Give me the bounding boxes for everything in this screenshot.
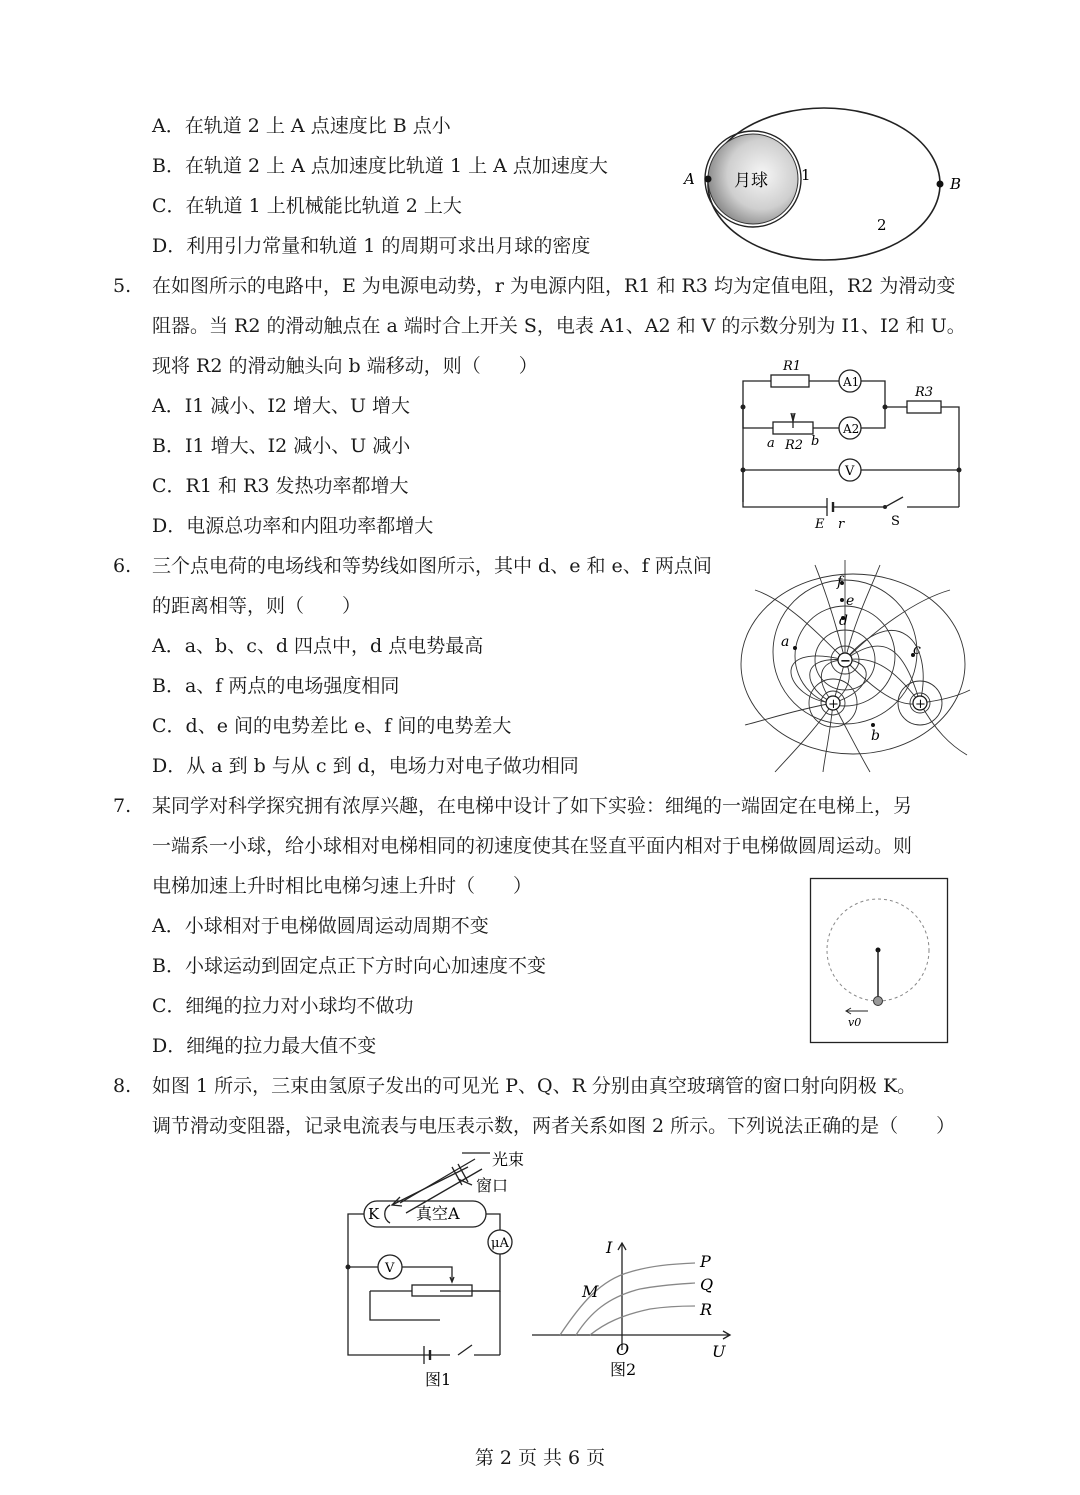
a-end-label: a xyxy=(767,436,775,451)
m-label: M xyxy=(582,1282,599,1301)
q8-stem-line-2: 调节滑动变阻器，记录电流表与电压表示数，两者关系如图 2 所示。下列说法正确的是（ ） xyxy=(152,1115,956,1137)
point-a-dot xyxy=(705,176,712,183)
point-e-label: e xyxy=(846,593,855,609)
q6-number: 6. xyxy=(113,555,132,577)
q7-option-a: A．小球相对于电梯做圆周运动周期不变 xyxy=(152,915,489,937)
q7-elevator-figure xyxy=(810,878,950,1044)
v-label: V xyxy=(385,1261,395,1276)
e-label: E xyxy=(815,517,825,532)
r3-resistor xyxy=(907,401,941,413)
p-label: P xyxy=(700,1252,711,1271)
switch-s xyxy=(885,497,903,507)
r1-label: R1 xyxy=(783,359,802,374)
q6-stem-line-1: 三个点电荷的电场线和等势线如图所示，其中 d、e 和 e、f 两点间 xyxy=(152,555,712,577)
curve-r xyxy=(590,1306,695,1335)
q-label: Q xyxy=(700,1275,714,1294)
r-label: r xyxy=(838,517,845,532)
q7-stem-line-1: 某同学对科学探究拥有浓厚兴趣，在电梯中设计了如下实验：细绳的一端固定在电梯上，另 xyxy=(152,795,913,817)
fig1-caption: 图1 xyxy=(425,1370,452,1389)
point-f-label: f xyxy=(837,574,843,590)
q8-fig1-phototube-circuit xyxy=(340,1145,540,1390)
s-label: S xyxy=(891,514,900,529)
q4-orbit-figure xyxy=(670,100,970,280)
window-label: 窗口 xyxy=(476,1176,509,1195)
q5-option-a: A．I1 减小、I2 增大、U 增大 xyxy=(152,395,411,417)
q6-stem-line-2: 的距离相等，则（ ） xyxy=(152,595,362,617)
orbit-2-label: 2 xyxy=(877,216,887,234)
q5-option-d: D．电源总功率和内阻功率都增大 xyxy=(152,515,434,537)
curve-p xyxy=(560,1263,695,1335)
q7-stem-line-2: 一端系一小球，给小球相对电梯相同的初速度使其在竖直平面内相对于电梯做圆周运动。则 xyxy=(152,835,913,857)
point-a-label: A xyxy=(684,170,695,188)
elevator-frame xyxy=(811,879,948,1043)
q6-option-b: B．a、f 两点的电场强度相同 xyxy=(152,675,400,697)
ball xyxy=(874,997,883,1006)
q6-field-lines-figure xyxy=(745,560,970,775)
r1-resistor xyxy=(771,375,809,387)
negative-sign: − xyxy=(840,654,851,669)
v0-label: v0 xyxy=(848,1016,862,1029)
q5-option-c: C．R1 和 R3 发热功率都增大 xyxy=(152,475,409,497)
q6-option-a: A．a、b、c、d 四点中，d 点电势最高 xyxy=(152,635,484,657)
point-b-label: b xyxy=(871,728,880,744)
b-end-label: b xyxy=(811,434,820,449)
q5-stem-line-1: 在如图所示的电路中，E 为电源电动势，r 为电源内阻，R1 和 R3 均为定值电阻，R2 为滑动变 xyxy=(152,275,956,297)
switch xyxy=(458,1345,472,1355)
q6-option-d: D．从 a 到 b 与从 c 到 d，电场力对电子做功相同 xyxy=(152,755,579,777)
point-d-label: d xyxy=(839,613,848,629)
q5-stem-line-3: 现将 R2 的滑动触头向 b 端移动，则（ ） xyxy=(152,355,538,377)
moon-label: 月球 xyxy=(734,171,768,191)
q7-stem-line-3: 电梯加速上升时相比电梯匀速上升时（ ） xyxy=(152,875,533,897)
r2-label: R2 xyxy=(785,438,804,453)
beam-label: 光束 xyxy=(492,1150,525,1169)
fig2-caption: 图2 xyxy=(610,1360,637,1379)
q8-stem-line-1: 如图 1 所示，三束由氢原子发出的可见光 P、Q、R 分别由真空玻璃管的窗口射向阴极 K。 xyxy=(152,1075,917,1097)
v-label: V xyxy=(845,464,855,479)
point-c-label: c xyxy=(913,642,921,658)
q4-option-d: D．利用引力常量和轨道 1 的周期可求出月球的密度 xyxy=(152,235,591,257)
origin-label: O xyxy=(616,1340,630,1359)
q7-option-c: C．细绳的拉力对小球均不做功 xyxy=(152,995,414,1017)
orbit-1-label: 1 xyxy=(801,166,811,184)
k-label: K xyxy=(368,1205,380,1223)
q7-number: 7. xyxy=(113,795,132,817)
q7-option-d: D．细绳的拉力最大值不变 xyxy=(152,1035,377,1057)
q8-number: 8. xyxy=(113,1075,132,1097)
i-axis-label: I xyxy=(606,1238,613,1257)
a1-label: A1 xyxy=(843,375,860,389)
q4-option-b: B．在轨道 2 上 A 点加速度比轨道 1 上 A 点加速度大 xyxy=(152,155,608,177)
q8-fig2-iv-graph xyxy=(530,1235,740,1385)
q4-option-a: A．在轨道 2 上 A 点速度比 B 点小 xyxy=(152,115,451,137)
a2-label: A2 xyxy=(843,422,860,436)
point-b-dot xyxy=(937,181,944,188)
ua-label: μA xyxy=(491,1236,509,1251)
r-label: R xyxy=(700,1300,713,1319)
q4-option-c: C．在轨道 1 上机械能比轨道 2 上大 xyxy=(152,195,462,217)
u-axis-label: U xyxy=(712,1342,726,1361)
q5-number: 5. xyxy=(113,275,132,297)
point-b-label: B xyxy=(950,175,962,193)
q5-circuit-figure xyxy=(735,355,970,535)
r3-label: R3 xyxy=(915,385,934,400)
page-footer: 第 2 页 共 6 页 xyxy=(474,1447,606,1469)
q7-option-b: B．小球运动到固定点正下方时向心加速度不变 xyxy=(152,955,546,977)
q5-stem-line-2: 阻器。当 R2 的滑动触点在 a 端时合上开关 S，电表 A1、A2 和 V 的示数分别为 I1、I2 和 U。 xyxy=(152,315,966,337)
q5-option-b: B．I1 增大、I2 减小、U 减小 xyxy=(152,435,411,457)
q6-option-c: C．d、e 间的电势差比 e、f 间的电势差大 xyxy=(152,715,512,737)
positive-sign-left: + xyxy=(828,697,839,712)
positive-sign-right: + xyxy=(915,697,926,712)
vacuum-label: 真空A xyxy=(416,1204,460,1223)
point-a-label: a xyxy=(781,634,790,650)
